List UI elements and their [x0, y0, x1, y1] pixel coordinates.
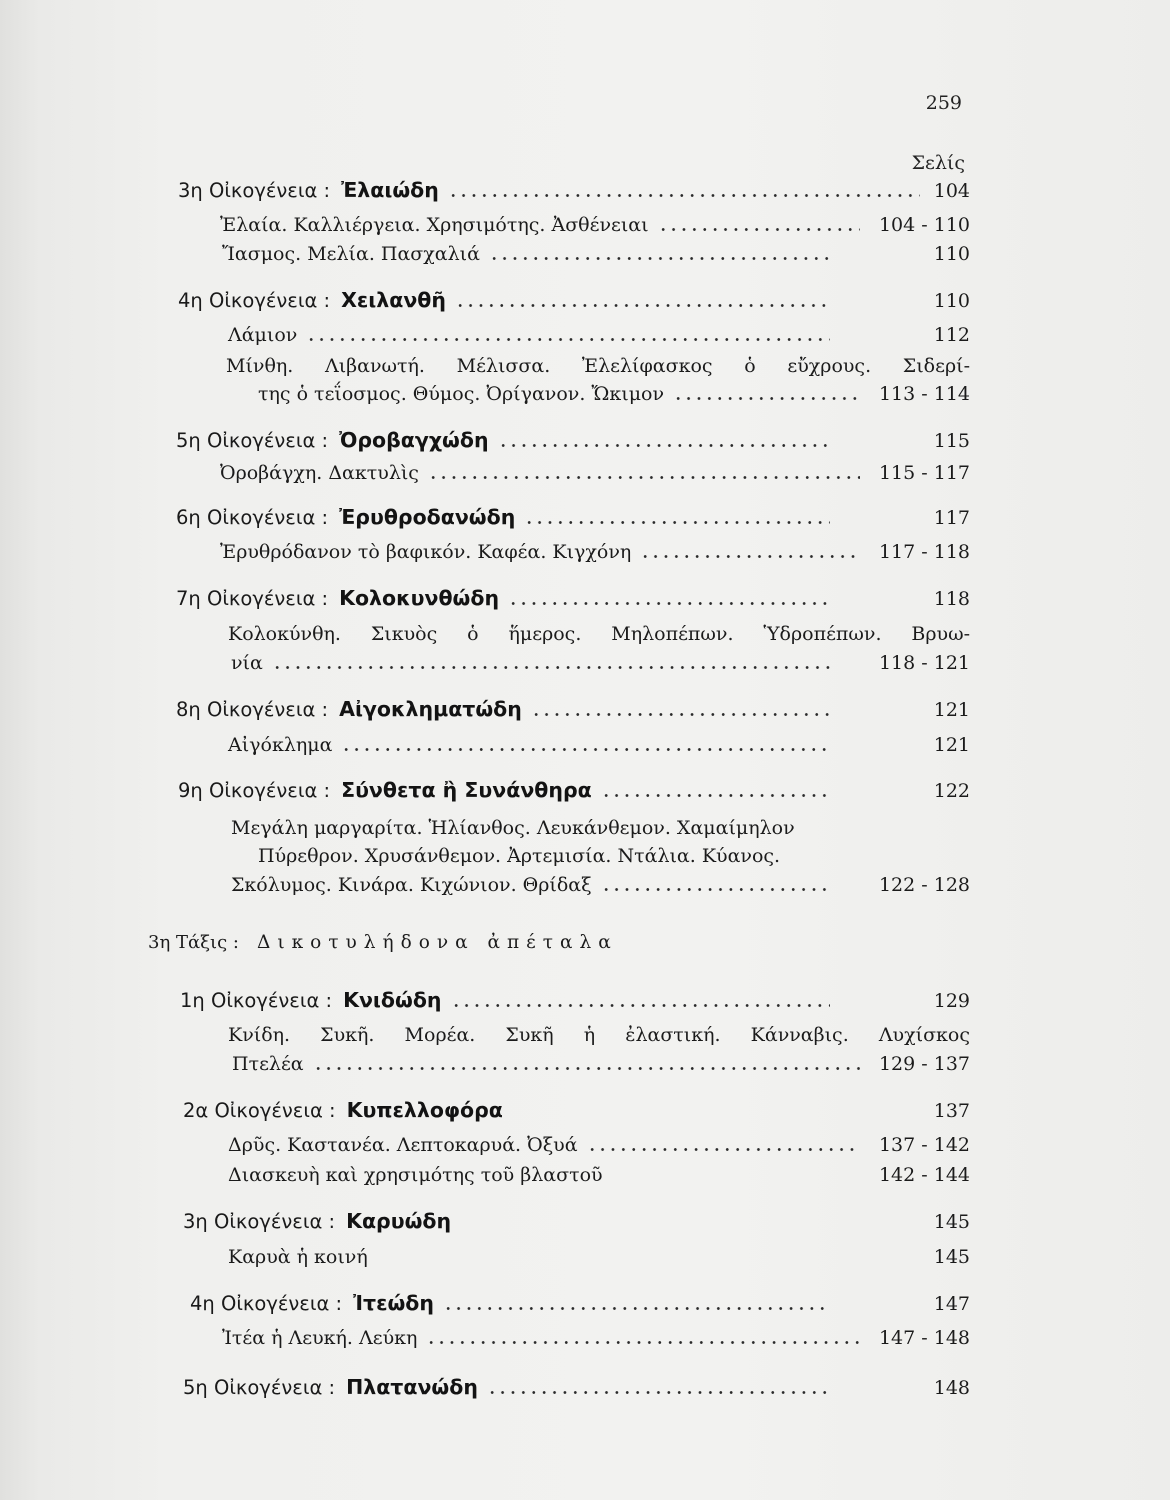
family-name: Καρυώδη	[346, 1209, 452, 1233]
family-prefix: 2α Οἰκογένεια :	[183, 1099, 336, 1122]
dot-leader	[428, 476, 860, 479]
toc-entry	[222, 1325, 970, 1351]
dot-leader	[272, 666, 830, 669]
dot-leader	[508, 602, 830, 605]
family-name: Κολοκυνθώδη	[339, 586, 500, 610]
entry-text-line: Μεγάλη μαργαρίτα. Ἡλίανθος. Λευκάνθεμον. Χαμαίμηλον	[231, 817, 795, 839]
dot-leader	[341, 748, 830, 751]
entry-text-line: της ὁ τεΐοσμος. Θύμος. Ὀρίγανον. Ὤκιμον	[258, 383, 665, 405]
page-ref: 148	[933, 1377, 970, 1399]
toc-family-heading	[183, 1208, 970, 1235]
dot-leader	[306, 338, 830, 341]
page-ref: 122	[933, 780, 970, 802]
family-prefix: 6η Οἰκογένεια :	[176, 506, 329, 529]
dot-leader	[673, 397, 860, 400]
page-ref: 104	[933, 180, 970, 202]
page-ref: 115 - 117	[878, 462, 970, 484]
family-prefix: 4η Οἰκογένεια :	[190, 1292, 343, 1315]
family-name: Αἰγοκληματώδη	[339, 697, 522, 721]
toc-family-heading	[190, 1290, 970, 1317]
toc-family-heading	[183, 1374, 970, 1401]
page-ref: 117 - 118	[878, 541, 970, 563]
dot-leader	[448, 194, 920, 197]
toc-family-heading	[176, 427, 970, 454]
toc-entry	[222, 241, 970, 267]
entry-text: Δρῦς. Καστανέα. Λεπτοκαρυά. Ὀξυά	[228, 1134, 578, 1156]
dot-leader	[524, 521, 830, 524]
page-ref: 117	[933, 507, 970, 529]
family-prefix: 5η Οἰκογένεια :	[183, 1376, 336, 1399]
toc-entry	[231, 872, 970, 898]
toc-entry	[220, 460, 970, 486]
toc-family-heading	[178, 777, 970, 804]
page-ref: 121	[933, 734, 970, 756]
family-name: Κυπελλοφόρα	[346, 1098, 503, 1122]
family-prefix: 5η Οἰκογένεια :	[176, 429, 329, 452]
page-number: 259	[925, 92, 962, 114]
entry-text-line: Σκόλυμος. Κινάρα. Κιχώνιον. Θρίδαξ	[231, 874, 592, 896]
dot-leader	[313, 1067, 860, 1070]
order-prefix: 3η Τάξις :	[148, 932, 239, 953]
page-ref: 118	[933, 588, 970, 610]
dot-leader	[531, 713, 830, 716]
family-prefix: 8η Οἰκογένεια :	[176, 698, 329, 721]
toc-family-heading	[178, 177, 970, 204]
page-ref: 112	[933, 324, 970, 346]
entry-text: Λάμιον	[228, 324, 298, 346]
entry-text-line: Πύρεθρον. Χρυσάνθεμον. Ἀρτεμισία. Ντάλια. Κύανος.	[258, 845, 781, 867]
toc-entry	[228, 322, 970, 348]
toc-family-heading	[178, 287, 970, 314]
page-ref: 145	[933, 1246, 970, 1268]
family-name: Χειλανθῆ	[341, 288, 446, 312]
family-name: Πλατανώδη	[346, 1375, 478, 1399]
family-name: Ἐλαιώδη	[341, 178, 439, 202]
dot-leader	[658, 228, 860, 231]
page-ref: 137 - 142	[878, 1134, 970, 1156]
entry-text-line: Κολοκύνθη. Σικυὸς ὁ ἥμερος. Μηλοπέπων. Ὑδροπέπων. Βρυω-	[228, 623, 970, 645]
page-ref: 118 - 121	[878, 652, 970, 674]
family-prefix: 3η Οἰκογένεια :	[178, 179, 331, 202]
family-prefix: 1η Οἰκογένεια :	[180, 989, 333, 1012]
order-title: Δικοτυλήδονα ἀπέταλα	[257, 932, 618, 953]
family-name: Κνιδώδη	[343, 988, 442, 1012]
entry-text-line: νία	[231, 652, 263, 674]
dot-leader	[455, 304, 830, 307]
entry-text: Ἐλαία. Καλλιέργεια. Χρησιμότης. Ἀσθένειαι	[220, 214, 649, 236]
page-column-label: Σελίς	[911, 152, 965, 174]
toc-entry	[220, 212, 970, 238]
entry-text-line: Πτελέα	[232, 1053, 304, 1075]
toc-entry	[231, 650, 970, 676]
dot-leader	[601, 794, 830, 797]
page-ref: 142 - 144	[878, 1164, 970, 1186]
page-ref: 104 - 110	[878, 214, 970, 236]
family-prefix: 4η Οἰκογένεια :	[178, 289, 331, 312]
entry-text-line: Κνίδη. Συκῆ. Μορέα. Συκῆ ἡ ἐλαστική. Κάνναβις. Λυχίσκος	[228, 1024, 970, 1046]
entry-text-line: Μίνθη. Λιβανωτή. Μέλισσα. Ἐλελίφασκος ὁ εὔχρους. Σιδερί-	[226, 355, 970, 377]
toc-family-heading	[183, 1097, 970, 1124]
entry-text: Διασκευὴ καὶ χρησιμότης τοῦ βλαστοῦ	[228, 1164, 603, 1186]
toc-family-heading	[176, 585, 970, 612]
dot-leader	[489, 257, 830, 260]
entry-text: Ἰτέα ἡ Λευκή. Λεύκη	[222, 1327, 418, 1349]
family-prefix: 9η Οἰκογένεια :	[178, 779, 331, 802]
page-ref: 147 - 148	[878, 1327, 970, 1349]
entry-text: Ἐρυθρόδανον τὸ βαφικόν. Καφέα. Κιγχόνη	[220, 541, 632, 563]
entry-text: Αἰγόκλημα	[228, 734, 333, 756]
toc-entry	[232, 1051, 970, 1077]
entry-text: Ὀροβάγχη. Δακτυλὶς	[220, 462, 419, 484]
page-ref: 137	[933, 1100, 970, 1122]
dot-leader	[487, 1391, 830, 1394]
page-ref: 122 - 128	[878, 874, 970, 896]
dot-leader	[443, 1307, 830, 1310]
dot-leader	[451, 1004, 831, 1007]
toc-entry	[228, 1162, 970, 1188]
dot-leader	[601, 888, 830, 891]
dot-leader	[498, 444, 830, 447]
toc-entry	[228, 732, 970, 758]
page-ref: 121	[933, 699, 970, 721]
page-ref: 129 - 137	[878, 1053, 970, 1075]
family-prefix: 3η Οἰκογένεια :	[183, 1210, 336, 1233]
dot-leader	[426, 1341, 860, 1344]
page-ref: 115	[933, 430, 970, 452]
page-ref: 147	[933, 1293, 970, 1315]
page-ref: 110	[933, 243, 970, 265]
page-ref: 113 - 114	[878, 383, 970, 405]
entry-text: Καρυὰ ἡ κοινή	[228, 1246, 368, 1268]
page-ref: 129	[933, 990, 970, 1012]
toc-entry	[228, 1132, 970, 1158]
toc-entry	[228, 1244, 970, 1270]
family-name: Ἰτεώδη	[353, 1291, 434, 1315]
page-ref: 145	[933, 1211, 970, 1233]
entry-text: Ἴασμος. Μελία. Πασχαλιά	[222, 243, 480, 265]
family-prefix: 7η Οἰκογένεια :	[176, 587, 329, 610]
toc-family-heading	[180, 987, 970, 1014]
toc-entry	[220, 539, 970, 565]
family-name: Ὀροβαγχώδη	[339, 428, 489, 452]
toc-family-heading	[176, 504, 970, 531]
toc-family-heading	[176, 696, 970, 723]
dot-leader	[587, 1148, 860, 1151]
toc-entry	[258, 381, 970, 407]
family-name: Ἐρυθροδανώδη	[339, 505, 516, 529]
family-name: Σύνθετα ἢ Συνάνθηρα	[341, 778, 592, 802]
dot-leader	[640, 555, 860, 558]
page-ref: 110	[933, 290, 970, 312]
